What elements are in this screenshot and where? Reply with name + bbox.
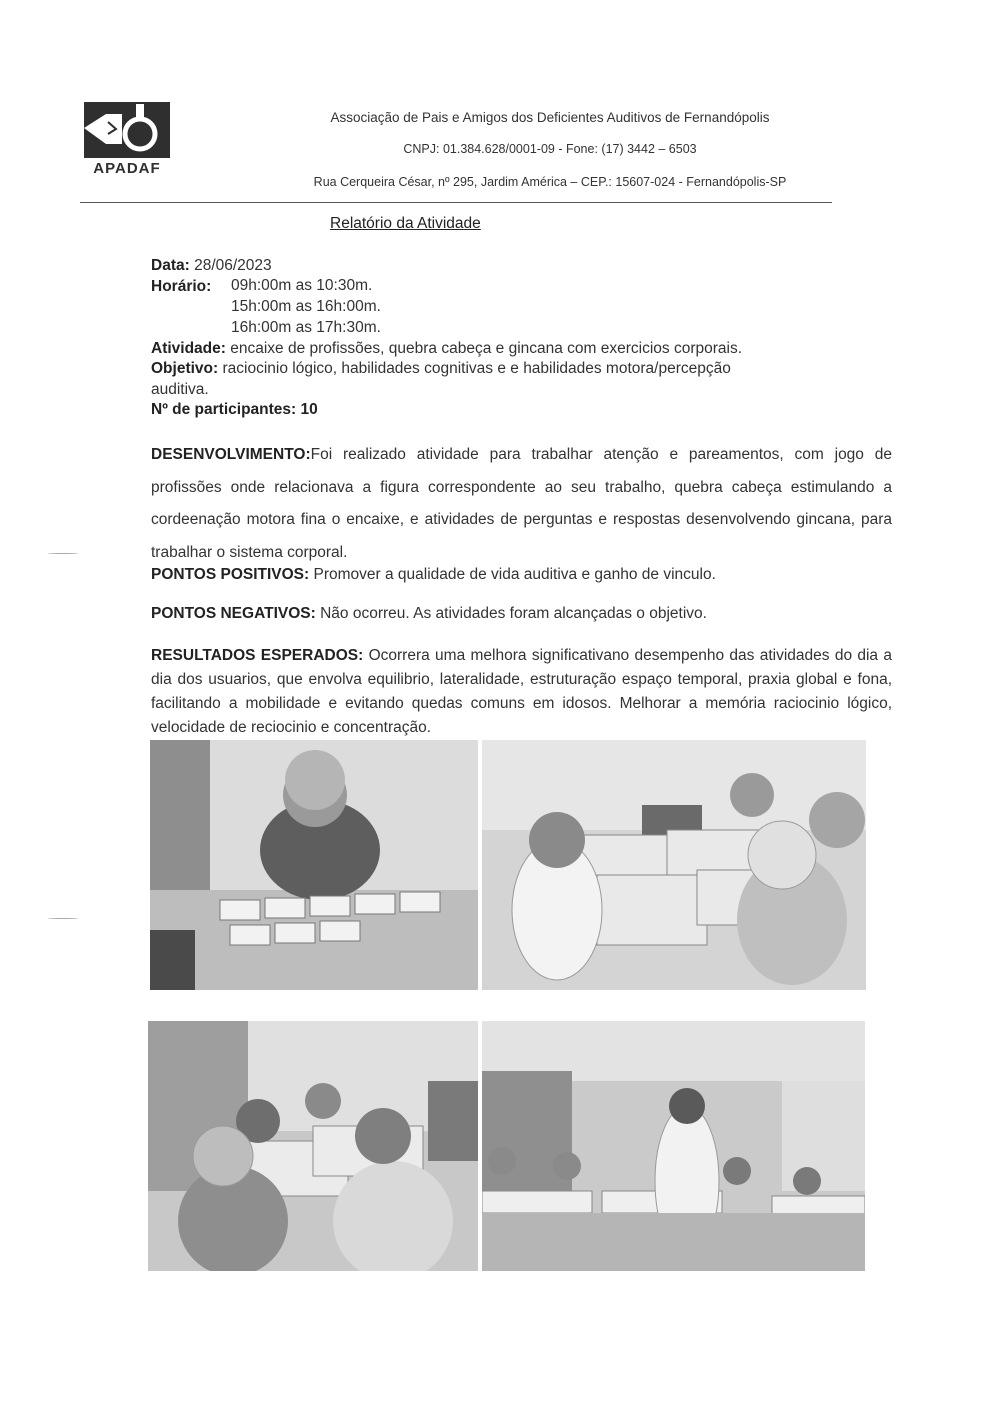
objective-line	[151, 359, 731, 380]
date-value: 28/06/2023	[194, 257, 272, 274]
date-line	[151, 256, 272, 277]
report-title: Relatório da Atividade	[330, 215, 481, 232]
results-label: RESULTADOS ESPERADOS:	[151, 647, 364, 664]
scan-mark	[48, 918, 78, 919]
activity-photo-matching-game	[150, 740, 478, 990]
objective-value: raciocinio lógico, habilidades cognitivas e e habilidades motora/percepção	[222, 360, 731, 377]
header-divider	[80, 202, 832, 203]
activity-photo-classroom-quiz	[482, 1021, 865, 1271]
positive-label: PONTOS POSITIVOS:	[151, 566, 310, 583]
negative-text: Não ocorreu. As atividades foram alcançadas o objetivo.	[320, 605, 707, 622]
time-slot-1: 09h:00m as 10:30m.	[231, 277, 373, 294]
results-text: Ocorrera uma melhora significativano desempenho das atividades do dia a dia dos usuarios, que envolva equilibrio, lateralidade, estruturação espaço temporal, praxia global e fona, facilitando a mobilidade e evitando quedas comuns em idosos. Melhorar a memória raciocinio lógico, velocidade de reciocinio e concentração.	[151, 647, 892, 736]
expected-results-section	[151, 644, 892, 740]
negative-points-section	[151, 603, 892, 624]
development-label: DESENVOLVIMENTO:	[151, 446, 311, 463]
activity-photo-table-puzzle	[148, 1021, 478, 1271]
cnpj-phone: CNPJ: 01.384.628/0001-09 - Fone: (17) 3442 – 6503	[403, 142, 697, 156]
activity-value: encaixe de profissões, quebra cabeça e gincana com exercicios corporais.	[230, 340, 743, 357]
apadaf-logo	[80, 98, 174, 180]
objective-value-continued: auditiva.	[151, 381, 209, 398]
positive-points-section	[151, 564, 892, 585]
organization-name: Associação de Pais e Amigos dos Deficientes Auditivos de Fernandópolis	[330, 110, 770, 125]
activity-line	[151, 339, 742, 360]
positive-text: Promover a qualidade de vida auditiva e ganho de vinculo.	[313, 566, 716, 583]
time-slot-3: 16h:00m as 17h:30m.	[231, 319, 381, 336]
date-label: Data:	[151, 257, 190, 274]
development-section	[151, 439, 892, 569]
negative-label: PONTOS NEGATIVOS:	[151, 605, 316, 622]
activity-photo-puzzle-group	[482, 740, 866, 990]
scan-mark	[48, 553, 78, 554]
objective-label: Objetivo:	[151, 360, 219, 377]
activity-label: Atividade:	[151, 340, 226, 357]
time-slot-2: 15h:00m as 16h:00m.	[231, 298, 381, 315]
time-label: Horário:	[151, 278, 212, 295]
address: Rua Cerqueira César, nº 295, Jardim América – CEP.: 15607-024 - Fernandópolis-SP	[313, 175, 787, 189]
development-text: Foi realizado atividade para trabalhar atenção e pareamentos, com jogo de profissões onde relacionava a figura correspondente ao seu trabalho, quebra cabeça estimulando a cordeenação motora fina o encaixe, e atividades de perguntas e respostas desenvolvendo gincana, para trabalhar o sistema corporal.	[151, 446, 892, 561]
time-line	[151, 277, 211, 298]
participants: Nº de participantes: 10	[151, 401, 318, 418]
logo-text: APADAF	[93, 160, 161, 177]
